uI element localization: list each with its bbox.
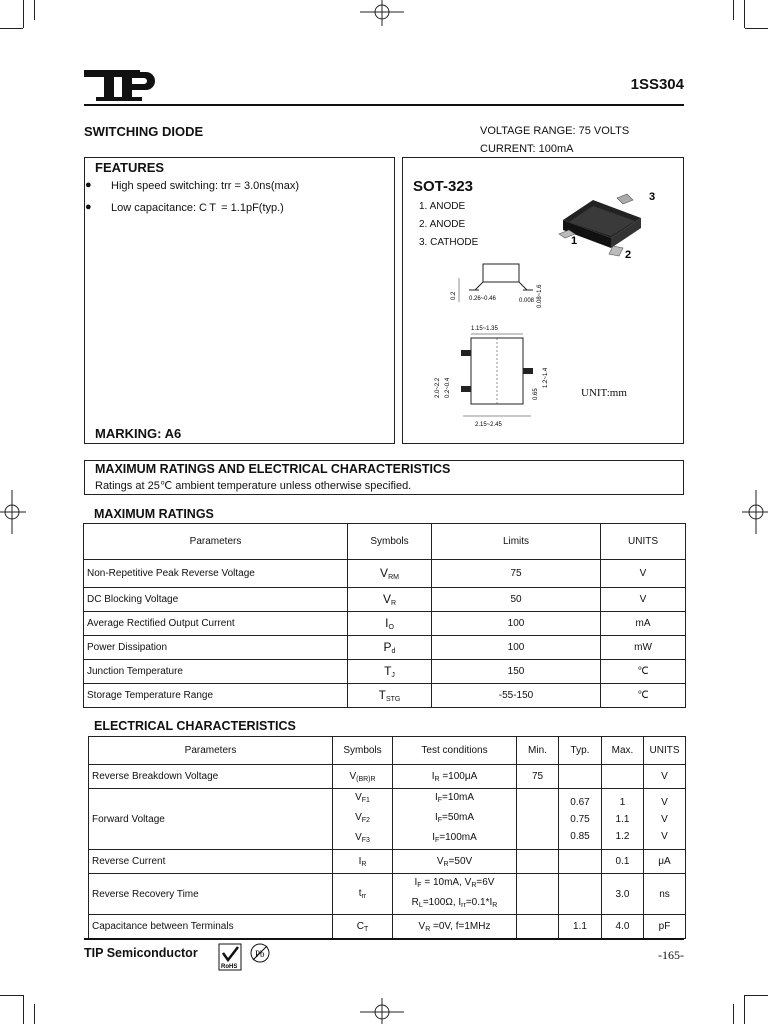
registration-mark-icon <box>360 998 404 1024</box>
registration-mark-icon <box>742 490 768 534</box>
max-ratings-heading: MAXIMUM RATINGS <box>94 507 214 521</box>
svg-text:0.08~1.6: 0.08~1.6 <box>537 284 543 308</box>
voltage-range: VOLTAGE RANGE: 75 VOLTS <box>480 125 630 137</box>
package-box <box>402 157 684 444</box>
table-row: Junction Temperature $T_J$ 150 ℃ <box>84 660 686 684</box>
current-rating: CURRENT: 100mA <box>480 143 574 155</box>
table-row: Forward Voltage $V_{F1}$ $V_{F2}$ $V_{F3}$ $I_F=10mA$ $I_F=50mA$ $I_F=100mA$ 0.67 0.75 0.85 1 1.1 1.2 V V V <box>89 789 686 850</box>
page-number: -165- <box>658 948 684 962</box>
ratings-box <box>84 460 684 495</box>
package-3d-image <box>549 186 659 262</box>
features-box: FEATURES ● High speed switching: trr = 3.0ns(max) ● Low capacitance: C T = 1.1pF(typ.) MARKING: A6 <box>84 157 395 444</box>
svg-text:0.2~0.4: 0.2~0.4 <box>445 377 451 398</box>
marking: MARKING: A6 <box>95 426 182 441</box>
bullet-icon: ● <box>85 201 92 213</box>
pin-label: 3 <box>649 191 656 203</box>
rohs-check-icon <box>218 943 242 971</box>
table-row: DC Blocking Voltage $V_R$ 50 V <box>84 588 686 612</box>
table-row: Capacitance between Terminals $C_T$ $V_R =0V$, f=1MHz 1.1 4.0 pF <box>89 915 686 939</box>
col-header: Limits <box>432 524 601 560</box>
dimension-drawing <box>423 258 583 438</box>
col-header: Parameters <box>84 524 348 560</box>
ratings-note: Ratings at 25℃ ambient temperature unless otherwise specified. <box>95 480 412 492</box>
elec-table <box>88 736 686 939</box>
svg-text:Pb: Pb <box>255 949 265 959</box>
table-row: Storage Temperature Range $T_{STG}$ -55-150 ℃ <box>84 684 686 708</box>
pin-label: 1 <box>571 235 578 247</box>
svg-text:0.26~0.46: 0.26~0.46 <box>469 296 496 302</box>
footer-rule <box>84 938 684 940</box>
features-heading: FEATURES <box>95 160 165 175</box>
table-row: Reverse Current $I_R$ $V_R=50V$ 0.1 μA <box>89 850 686 874</box>
pin-label: 2 <box>625 249 632 261</box>
svg-text:0.65: 0.65 <box>533 388 539 400</box>
tip-logo <box>84 70 162 102</box>
pin-1: 1. ANODE <box>419 201 466 212</box>
company-name: TIP Semiconductor <box>84 946 198 960</box>
svg-text:0.2: 0.2 <box>451 291 457 300</box>
ratings-heading: MAXIMUM RATINGS AND ELECTRICAL CHARACTERISTICS <box>95 462 451 476</box>
col-header: UNITS <box>601 524 686 560</box>
elec-heading: ELECTRICAL CHARACTERISTICS <box>94 719 296 733</box>
col-header: Symbols <box>348 524 432 560</box>
registration-mark-icon <box>360 0 404 26</box>
table-header-row: Parameters Symbols Test conditions Min. Typ. Max. UNITS <box>89 737 686 765</box>
registration-mark-icon <box>0 490 26 534</box>
svg-text:1.15~1.35: 1.15~1.35 <box>471 326 498 332</box>
svg-text:0.008: 0.008 <box>519 298 535 304</box>
pb-free-icon <box>248 942 272 970</box>
table-row: Reverse Recovery Time $t_{rr}$ $I_F = 10mA$, $V_R=6V$ $R_L=100\Omega$, $I_{rr}=0.1*I_R$ 3.0 ns <box>89 874 686 915</box>
pin-2: 2. ANODE <box>419 219 466 230</box>
unit-label: UNIT:mm <box>581 387 627 399</box>
table-row: Average Rectified Output Current $I_O$ 100 mA <box>84 612 686 636</box>
bullet-icon: ● <box>85 179 92 191</box>
table-row: Reverse Breakdown Voltage $V_{(BR)R}$ $I_R =100\mu A$ 75 V <box>89 765 686 789</box>
package-name: SOT-323 <box>413 178 474 195</box>
svg-text:RoHS: RoHS <box>221 964 238 970</box>
svg-text:1.2~1.4: 1.2~1.4 <box>543 367 549 388</box>
max-ratings-table <box>83 523 686 708</box>
table-row: Non-Repetitive Peak Reverse Voltage $V_{RM}$ 75 V <box>84 560 686 588</box>
table-row: Power Dissipation $P_d$ 100 mW <box>84 636 686 660</box>
part-number: 1SS304 <box>630 76 684 93</box>
svg-text:2.0~2.2: 2.0~2.2 <box>435 377 441 398</box>
header-rule <box>84 104 684 106</box>
device-type: SWITCHING DIODE <box>84 124 204 139</box>
svg-text:2.15~2.45: 2.15~2.45 <box>475 422 502 428</box>
pin-3: 3. CATHODE <box>419 237 479 248</box>
table-header-row <box>84 524 686 560</box>
